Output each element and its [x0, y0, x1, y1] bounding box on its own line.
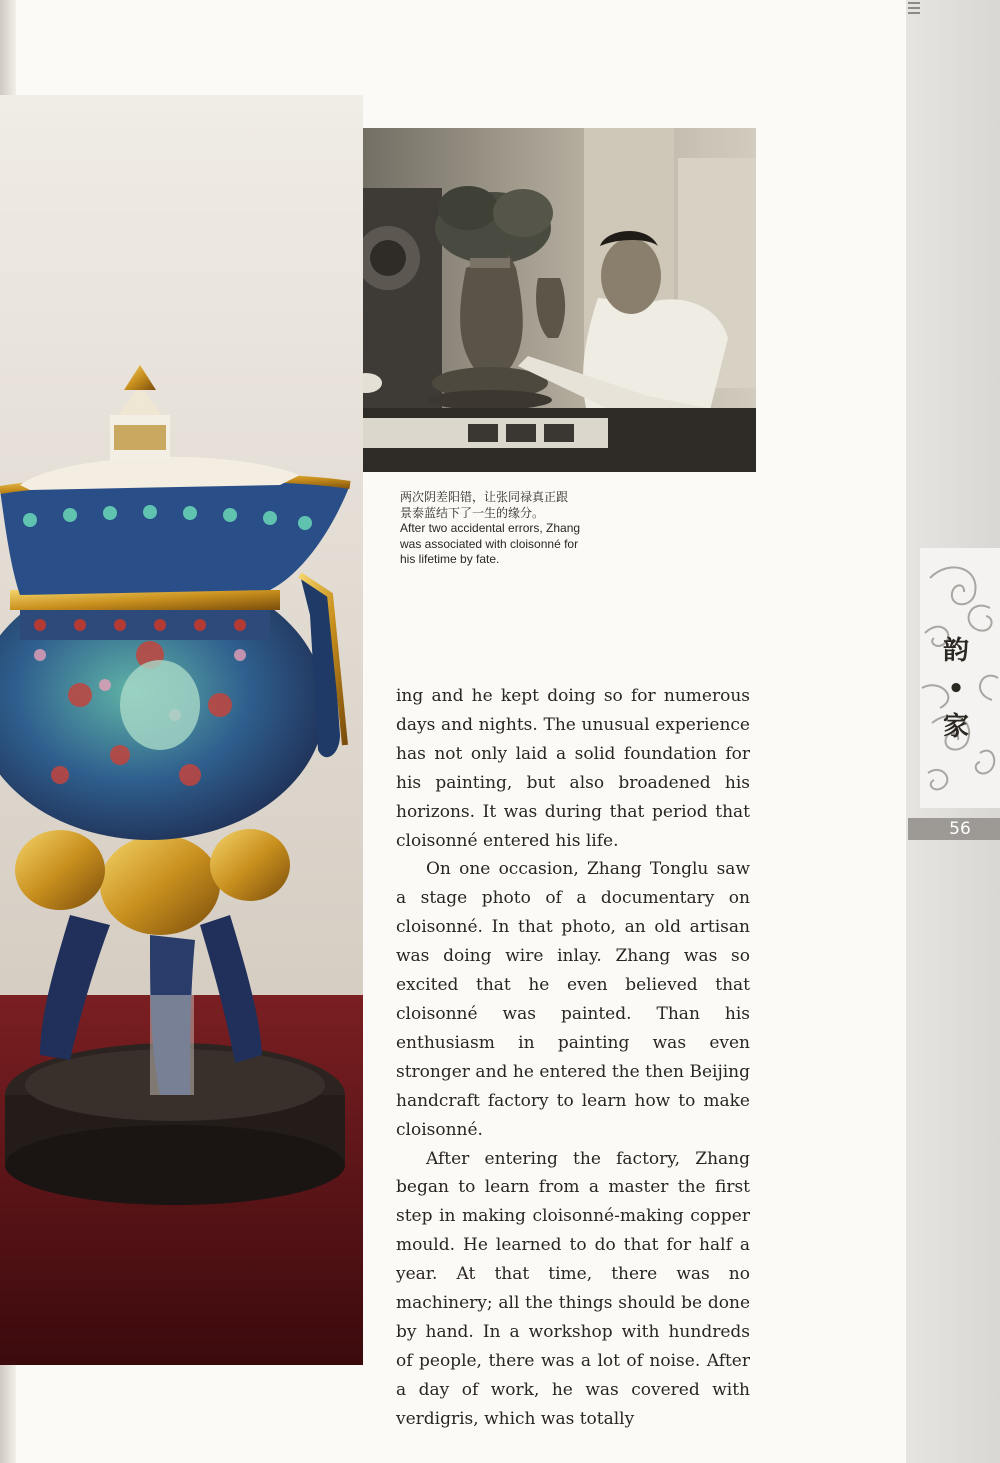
- section-title-dot: •: [947, 674, 965, 704]
- photo-caption-en-2: was associated with cloisonné for: [400, 536, 579, 551]
- page-number: 56: [949, 819, 971, 839]
- paragraph: ing and he kept doing so for numerous days and nights. The unusual experience has not only laid a solid foundation for his painting, but also broadened his horizons. It was during that period that cloisonné entered his life.: [396, 686, 750, 851]
- photo-caption-zh-2: 景泰蓝结下了一生的缘分。: [400, 505, 545, 520]
- cloisonne-vase-photo: [0, 95, 363, 1365]
- artist-photo: [348, 128, 756, 472]
- article-body: [396, 682, 750, 1434]
- artist-at-desk-icon: [348, 128, 756, 472]
- section-title: [934, 632, 978, 746]
- section-title-bottom: 家: [942, 712, 969, 742]
- photo-caption-en-3: his lifetime by fate.: [400, 552, 500, 566]
- cloisonne-vase-icon: [0, 95, 363, 1365]
- photo-caption-en-1: After two accidental errors, Zhang: [400, 521, 581, 535]
- paragraph: After entering the factory, Zhang began to learn from a master the first step in making cloisonné-making copper mould. He learned to do that for half a year. At that time, there was no machinery; all the things should be done by hand. In a workshop with hundreds of people, there was a lot of noise. After a day of work, he was covered with verdigris, which was totally: [396, 1148, 750, 1429]
- photo-caption: [400, 490, 600, 568]
- rail-marks: [908, 2, 920, 18]
- paragraph: On one occasion, Zhang Tonglu saw a stage photo of a documentary on cloisonné. In that photo, an old artisan was doing wire inlay. Zhang was so excited that he even believed that cloisonné was painted. Than his enthusiasm in painting was even stronger and he entered the then Beijing handcraft factory to learn how to make cloisonné.: [396, 859, 750, 1140]
- section-title-top: 韵: [942, 636, 969, 666]
- photo-caption-zh-1: 两次阴差阳错，让张同禄真正跟: [400, 490, 569, 504]
